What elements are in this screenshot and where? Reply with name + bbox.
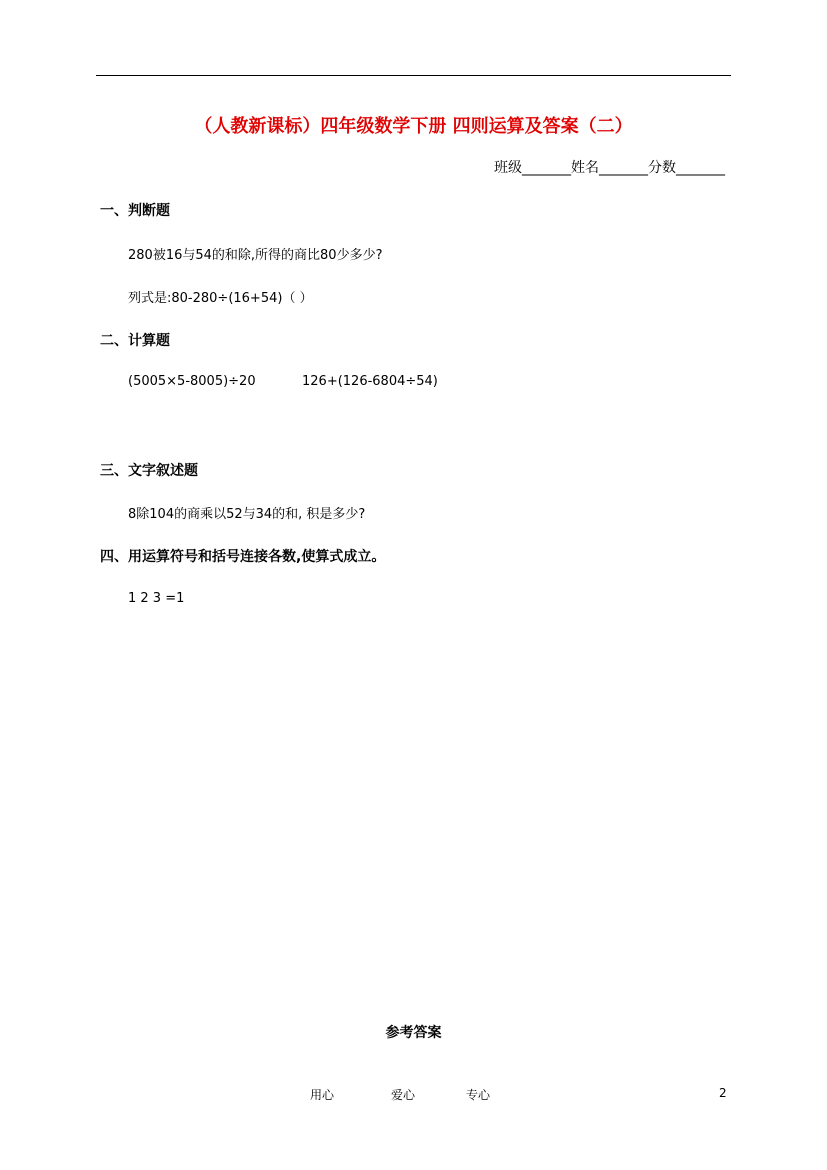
section-1-question: 280被16与54的和除,所得的商比80少多少? xyxy=(128,248,383,263)
section-3-heading: 三、文字叙述题 xyxy=(100,463,198,479)
section-2-heading: 二、计算题 xyxy=(100,333,170,349)
student-info-line: 班级_______姓名_______分数_______ xyxy=(494,160,725,176)
page-number: 2 xyxy=(719,1086,727,1100)
answers-heading: 参考答案 xyxy=(385,1025,442,1041)
footer-word-3: 专心 xyxy=(466,1088,491,1102)
footer-word-1: 用心 xyxy=(310,1088,335,1102)
header-rule xyxy=(96,75,731,76)
section-1-expression: 列式是:80-280÷(16+54)（ ） xyxy=(128,291,313,306)
section-3-question: 8除104的商乘以52与34的和, 积是多少? xyxy=(128,507,366,522)
calc-expression-2: 126+(126-6804÷54) xyxy=(302,374,438,389)
footer-word-2: 爱心 xyxy=(391,1088,416,1102)
calc-expression-1: (5005×5-8005)÷20 xyxy=(128,374,256,389)
section-4-equation: 1 2 3 =1 xyxy=(128,591,185,606)
document-title: （人教新课标）四年级数学下册 四则运算及答案（二） xyxy=(194,116,633,137)
section-1-heading: 一、判断题 xyxy=(100,203,170,219)
section-4-heading: 四、用运算符号和括号连接各数,使算式成立。 xyxy=(100,549,386,565)
